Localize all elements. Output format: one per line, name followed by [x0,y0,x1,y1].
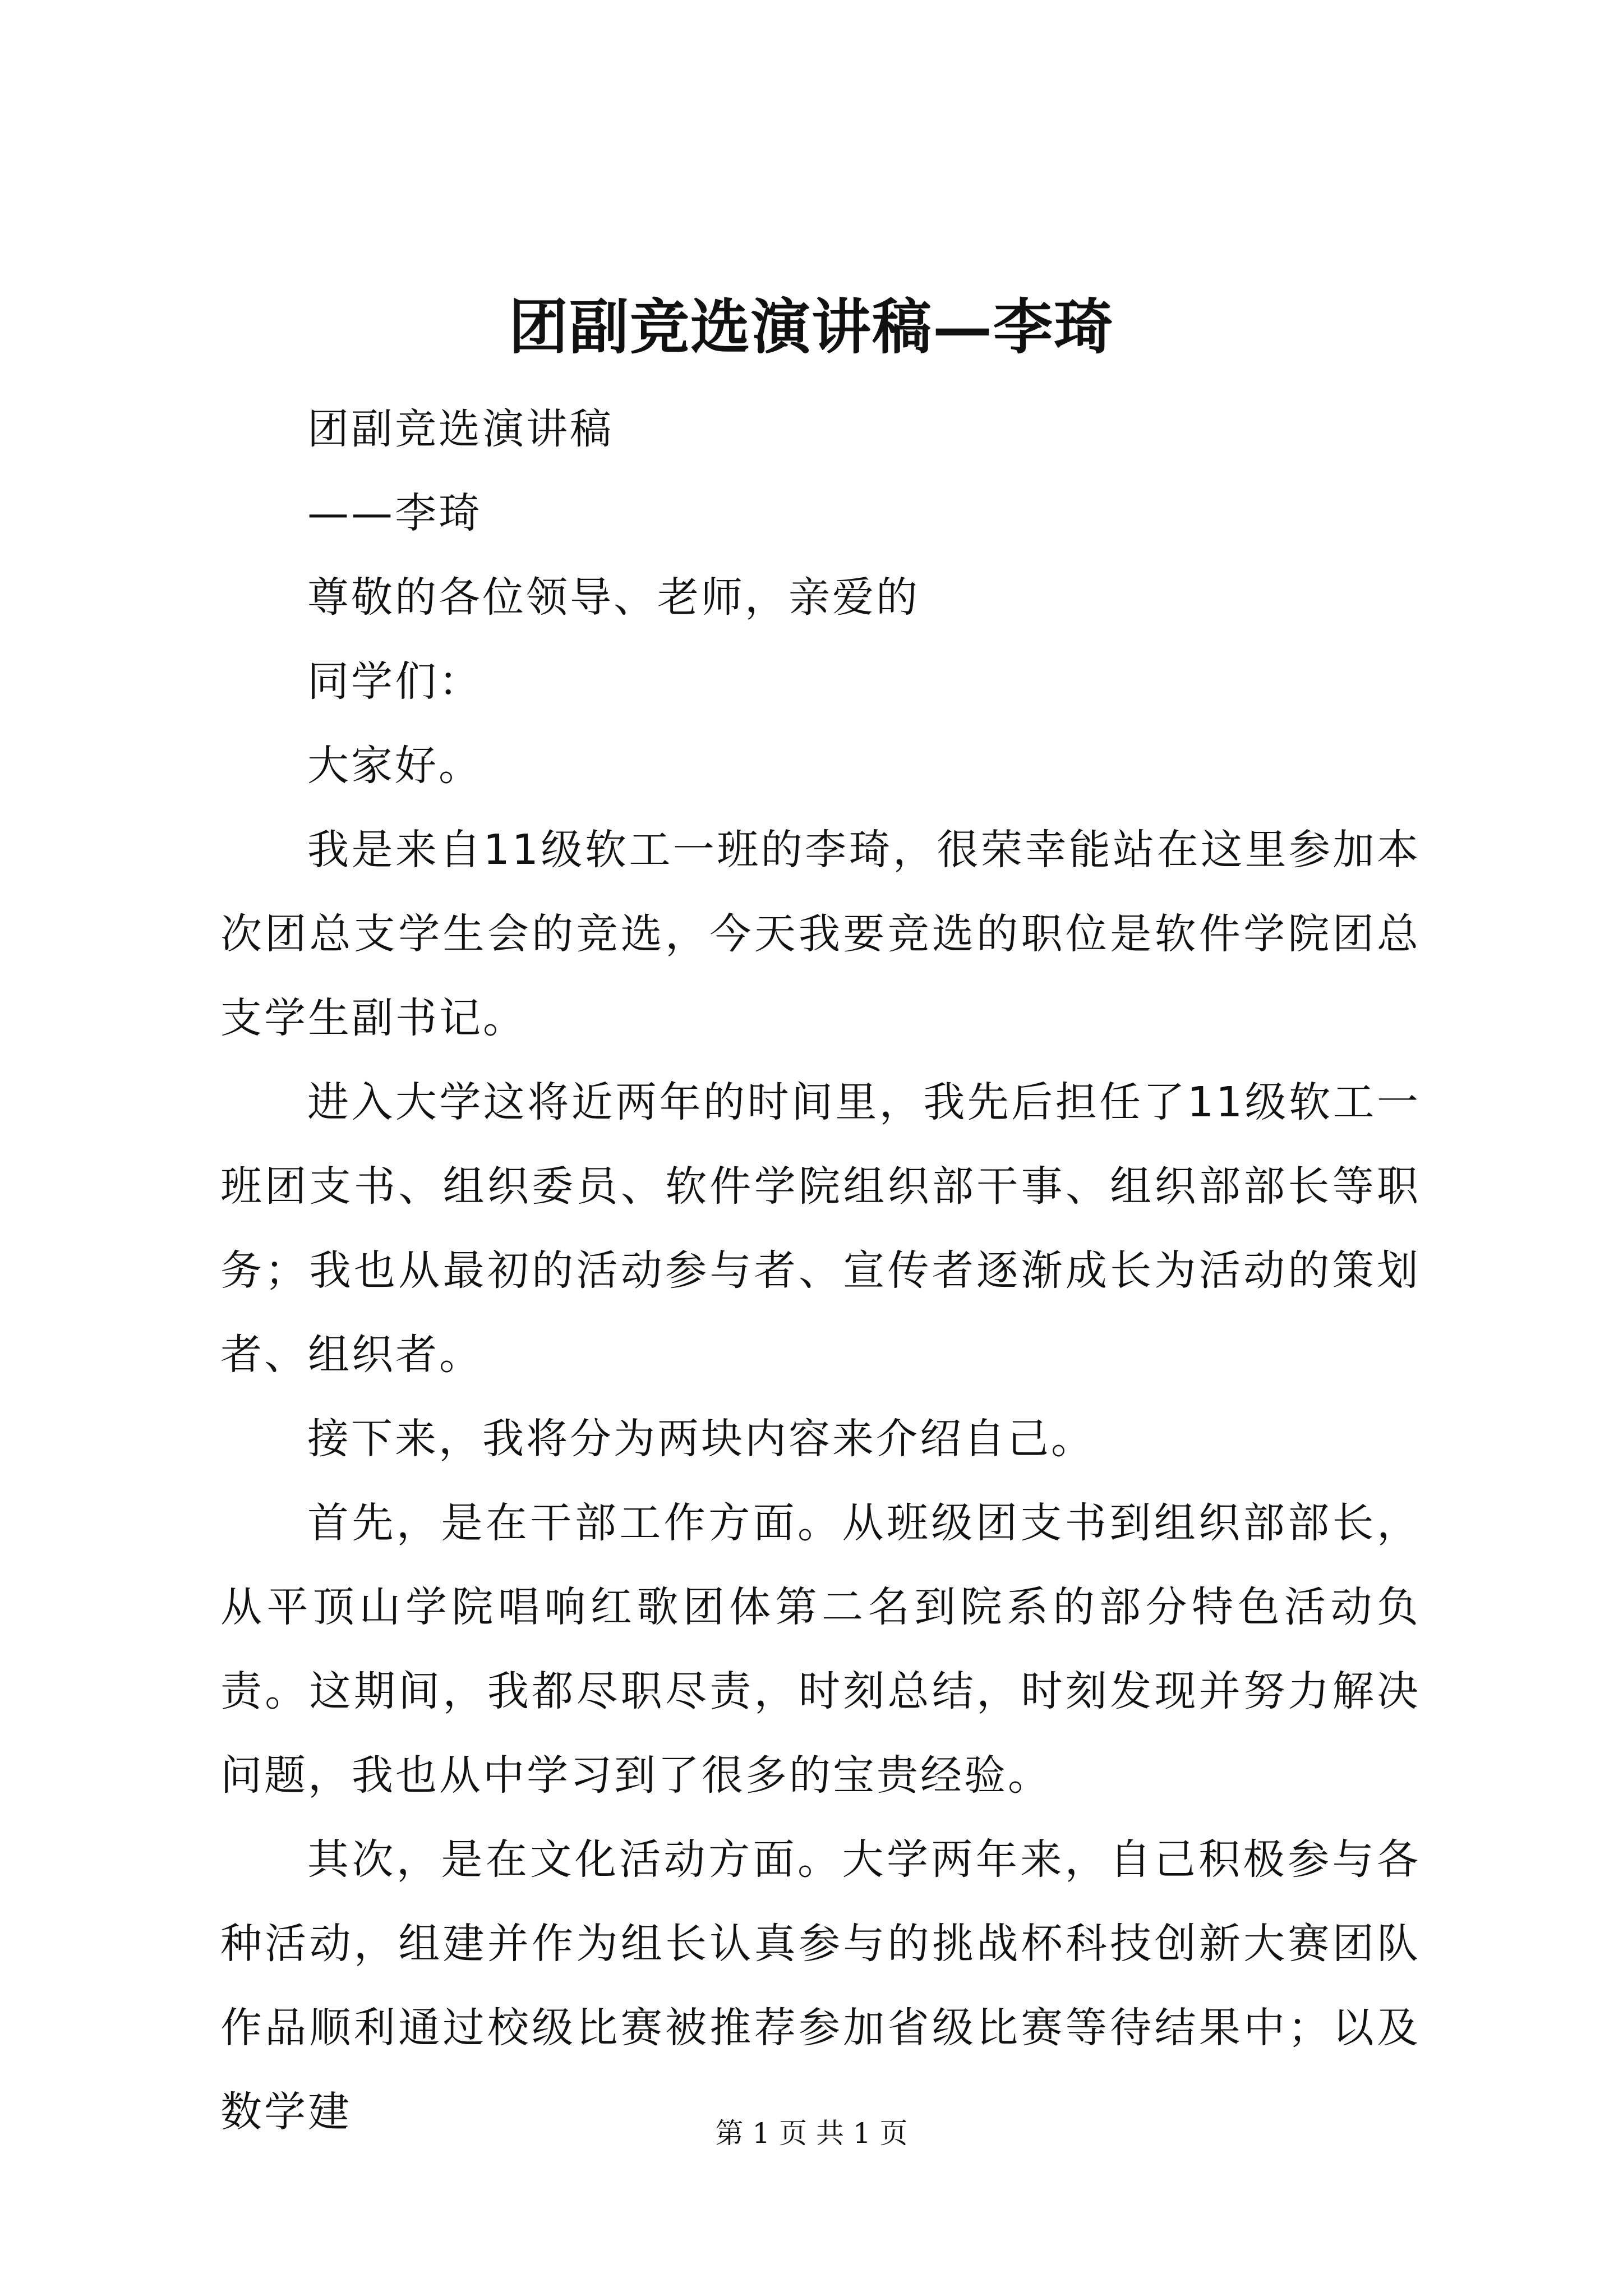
document-body [220,387,1421,2154]
page-footer: 第 1 页 共 1 页 [715,2117,908,2150]
paragraph-introduction: 我是来自11级软工一班的李琦，很荣幸能站在这里参加本次团总支学生会的竞选，今天我要竞选的职位是软件学院团总支学生副书记。 [220,826,1421,1042]
paragraph-salutation-cont: 同学们： [307,657,482,706]
paragraph-experience: 进入大学这将近两年的时间里，我先后担任了11级软工一班团支书、组织委员、软件学院组织部干事、组织部部长等职务；我也从最初的活动参与者、宣传者逐渐成长为活动的策划者、组织者。 [220,1078,1421,1379]
paragraph-transition: 接下来，我将分为两块内容来介绍自己。 [307,1415,1095,1463]
paragraph-subtitle: 团副竞选演讲稿 [307,405,614,453]
document-title: 团副竞选演讲稿—李琦 [509,292,1114,362]
paragraph-greeting: 大家好。 [307,742,482,790]
paragraph-author: ——李琦 [307,489,482,537]
paragraph-salutation: 尊敬的各位领导、老师，亲爱的 [307,573,920,622]
paragraph-cadre-work: 首先，是在干部工作方面。从班级团支书到组织部部长，从平顶山学院唱响红歌团体第二名到院系的部分特色活动负责。这期间，我都尽职尽责，时刻总结，时刻发现并努力解决问题，我也从中学习到了很多的宝贵经验。 [220,1499,1421,1800]
paragraph-cultural-activities: 其次，是在文化活动方面。大学两年来，自己积极参与各种活动，组建并作为组长认真参与的挑战杯科技创新大赛团队作品顺利通过校级比赛被推荐参加省级比赛等待结果中；以及数学建 [220,1835,1421,2136]
